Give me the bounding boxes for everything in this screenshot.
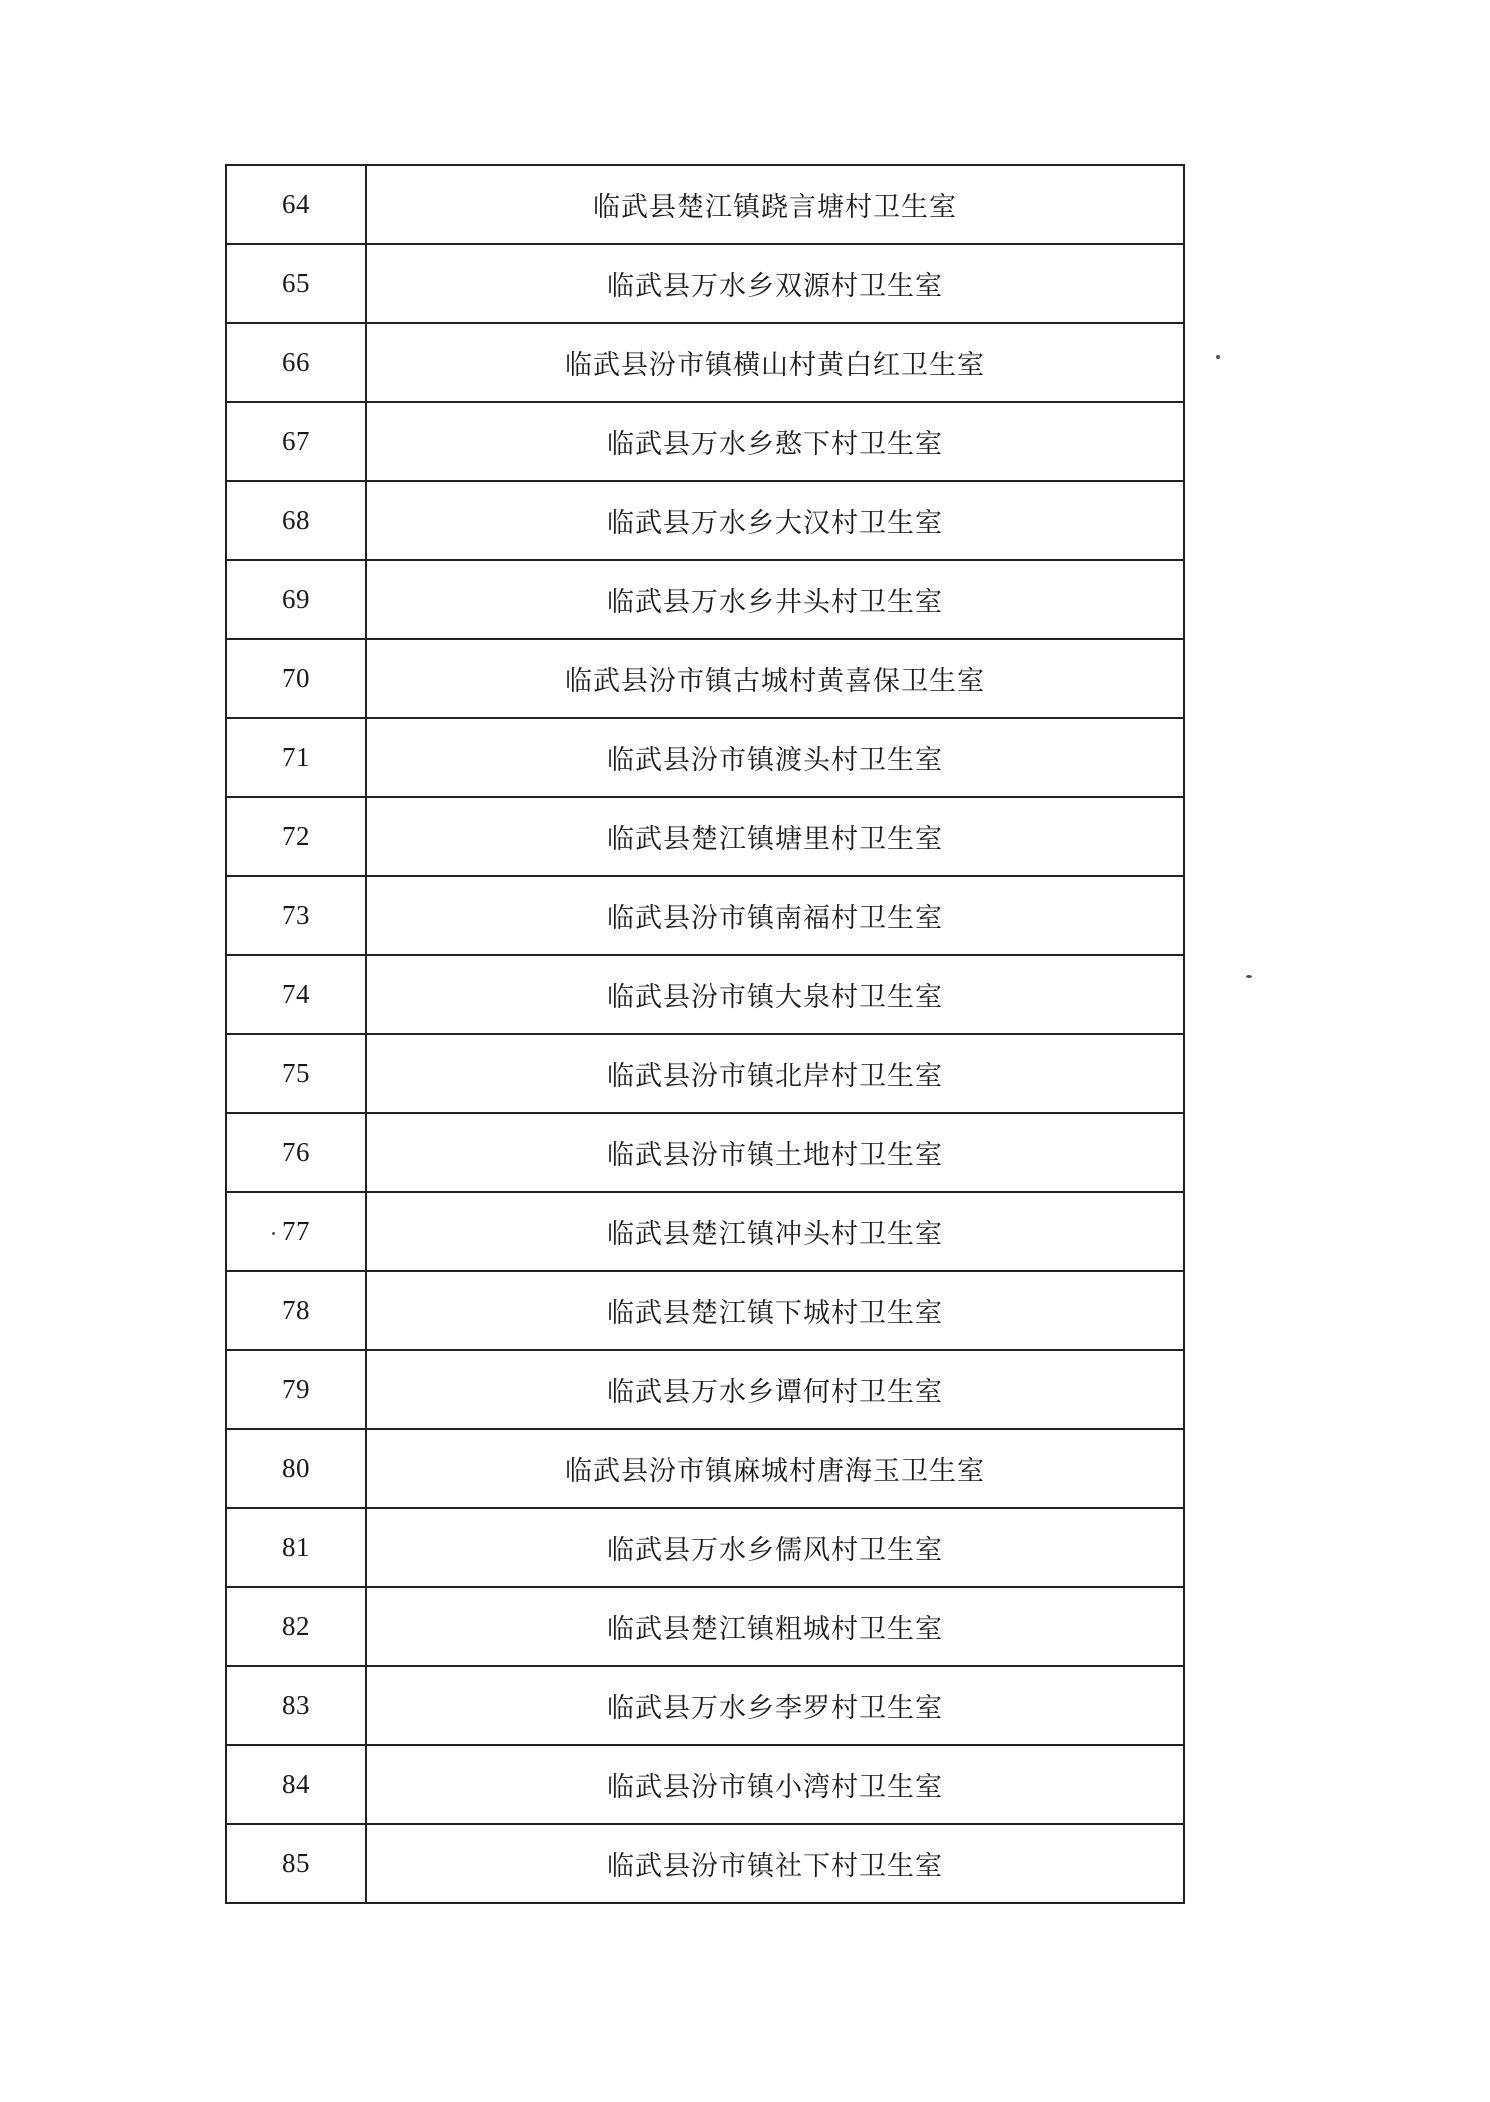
clinic-name: 临武县汾市镇北岸村卫生室	[366, 1034, 1184, 1113]
table-row	[226, 481, 1184, 560]
clinic-name: 临武县万水乡憨下村卫生室	[366, 402, 1184, 481]
clinic-name: 临武县楚江镇下城村卫生室	[366, 1271, 1184, 1350]
clinic-name: 临武县万水乡儒风村卫生室	[366, 1508, 1184, 1587]
clinic-name: 临武县汾市镇横山村黄白红卫生室	[366, 323, 1184, 402]
row-number: 83	[226, 1666, 366, 1745]
clinic-name: 临武县楚江镇冲头村卫生室	[366, 1192, 1184, 1271]
scan-speck	[1246, 975, 1252, 978]
clinic-name: 临武县汾市镇大泉村卫生室	[366, 955, 1184, 1034]
row-number: 80	[226, 1429, 366, 1508]
table-row	[226, 1587, 1184, 1666]
table-row	[226, 1824, 1184, 1903]
table-row	[226, 1350, 1184, 1429]
row-number: 72	[226, 797, 366, 876]
table-row	[226, 1271, 1184, 1350]
row-number: 70	[226, 639, 366, 718]
scan-speck	[272, 1232, 275, 1235]
clinic-name: 临武县楚江镇塘里村卫生室	[366, 797, 1184, 876]
table-row	[226, 323, 1184, 402]
clinic-name: 临武县万水乡井头村卫生室	[366, 560, 1184, 639]
clinic-name: 临武县汾市镇南福村卫生室	[366, 876, 1184, 955]
row-number: 81	[226, 1508, 366, 1587]
clinic-name: 临武县汾市镇麻城村唐海玉卫生室	[366, 1429, 1184, 1508]
clinic-list-table	[225, 164, 1185, 1904]
clinic-name: 临武县万水乡李罗村卫生室	[366, 1666, 1184, 1745]
row-number: 82	[226, 1587, 366, 1666]
table-row	[226, 1192, 1184, 1271]
table-row	[226, 1429, 1184, 1508]
row-number: 85	[226, 1824, 366, 1903]
table-row	[226, 955, 1184, 1034]
table-row	[226, 639, 1184, 718]
table-row	[226, 560, 1184, 639]
clinic-name: 临武县汾市镇小湾村卫生室	[366, 1745, 1184, 1824]
row-number: 84	[226, 1745, 366, 1824]
clinic-name: 临武县楚江镇跷言塘村卫生室	[366, 165, 1184, 244]
row-number: 65	[226, 244, 366, 323]
clinic-name: 临武县汾市镇土地村卫生室	[366, 1113, 1184, 1192]
table-row	[226, 402, 1184, 481]
row-number: 79	[226, 1350, 366, 1429]
row-number: 75	[226, 1034, 366, 1113]
table-row	[226, 1666, 1184, 1745]
clinic-name: 临武县汾市镇社下村卫生室	[366, 1824, 1184, 1903]
table-row	[226, 1508, 1184, 1587]
table-row	[226, 244, 1184, 323]
row-number: 73	[226, 876, 366, 955]
row-number: 78	[226, 1271, 366, 1350]
row-number: 66	[226, 323, 366, 402]
table-row	[226, 1113, 1184, 1192]
table-row	[226, 718, 1184, 797]
clinic-name: 临武县汾市镇古城村黄喜保卫生室	[366, 639, 1184, 718]
row-number: 71	[226, 718, 366, 797]
table-row	[226, 1745, 1184, 1824]
table-row	[226, 797, 1184, 876]
row-number: 76	[226, 1113, 366, 1192]
row-number: 68	[226, 481, 366, 560]
clinic-name: 临武县楚江镇粗城村卫生室	[366, 1587, 1184, 1666]
row-number: 74	[226, 955, 366, 1034]
row-number: 77	[226, 1192, 366, 1271]
row-number: 69	[226, 560, 366, 639]
table-row	[226, 1034, 1184, 1113]
row-number: 67	[226, 402, 366, 481]
table-row	[226, 165, 1184, 244]
clinic-name: 临武县汾市镇渡头村卫生室	[366, 718, 1184, 797]
clinic-name: 临武县万水乡双源村卫生室	[366, 244, 1184, 323]
scan-speck	[1216, 355, 1220, 359]
row-number: 64	[226, 165, 366, 244]
clinic-name: 临武县万水乡谭何村卫生室	[366, 1350, 1184, 1429]
table-row	[226, 876, 1184, 955]
clinic-name: 临武县万水乡大汉村卫生室	[366, 481, 1184, 560]
